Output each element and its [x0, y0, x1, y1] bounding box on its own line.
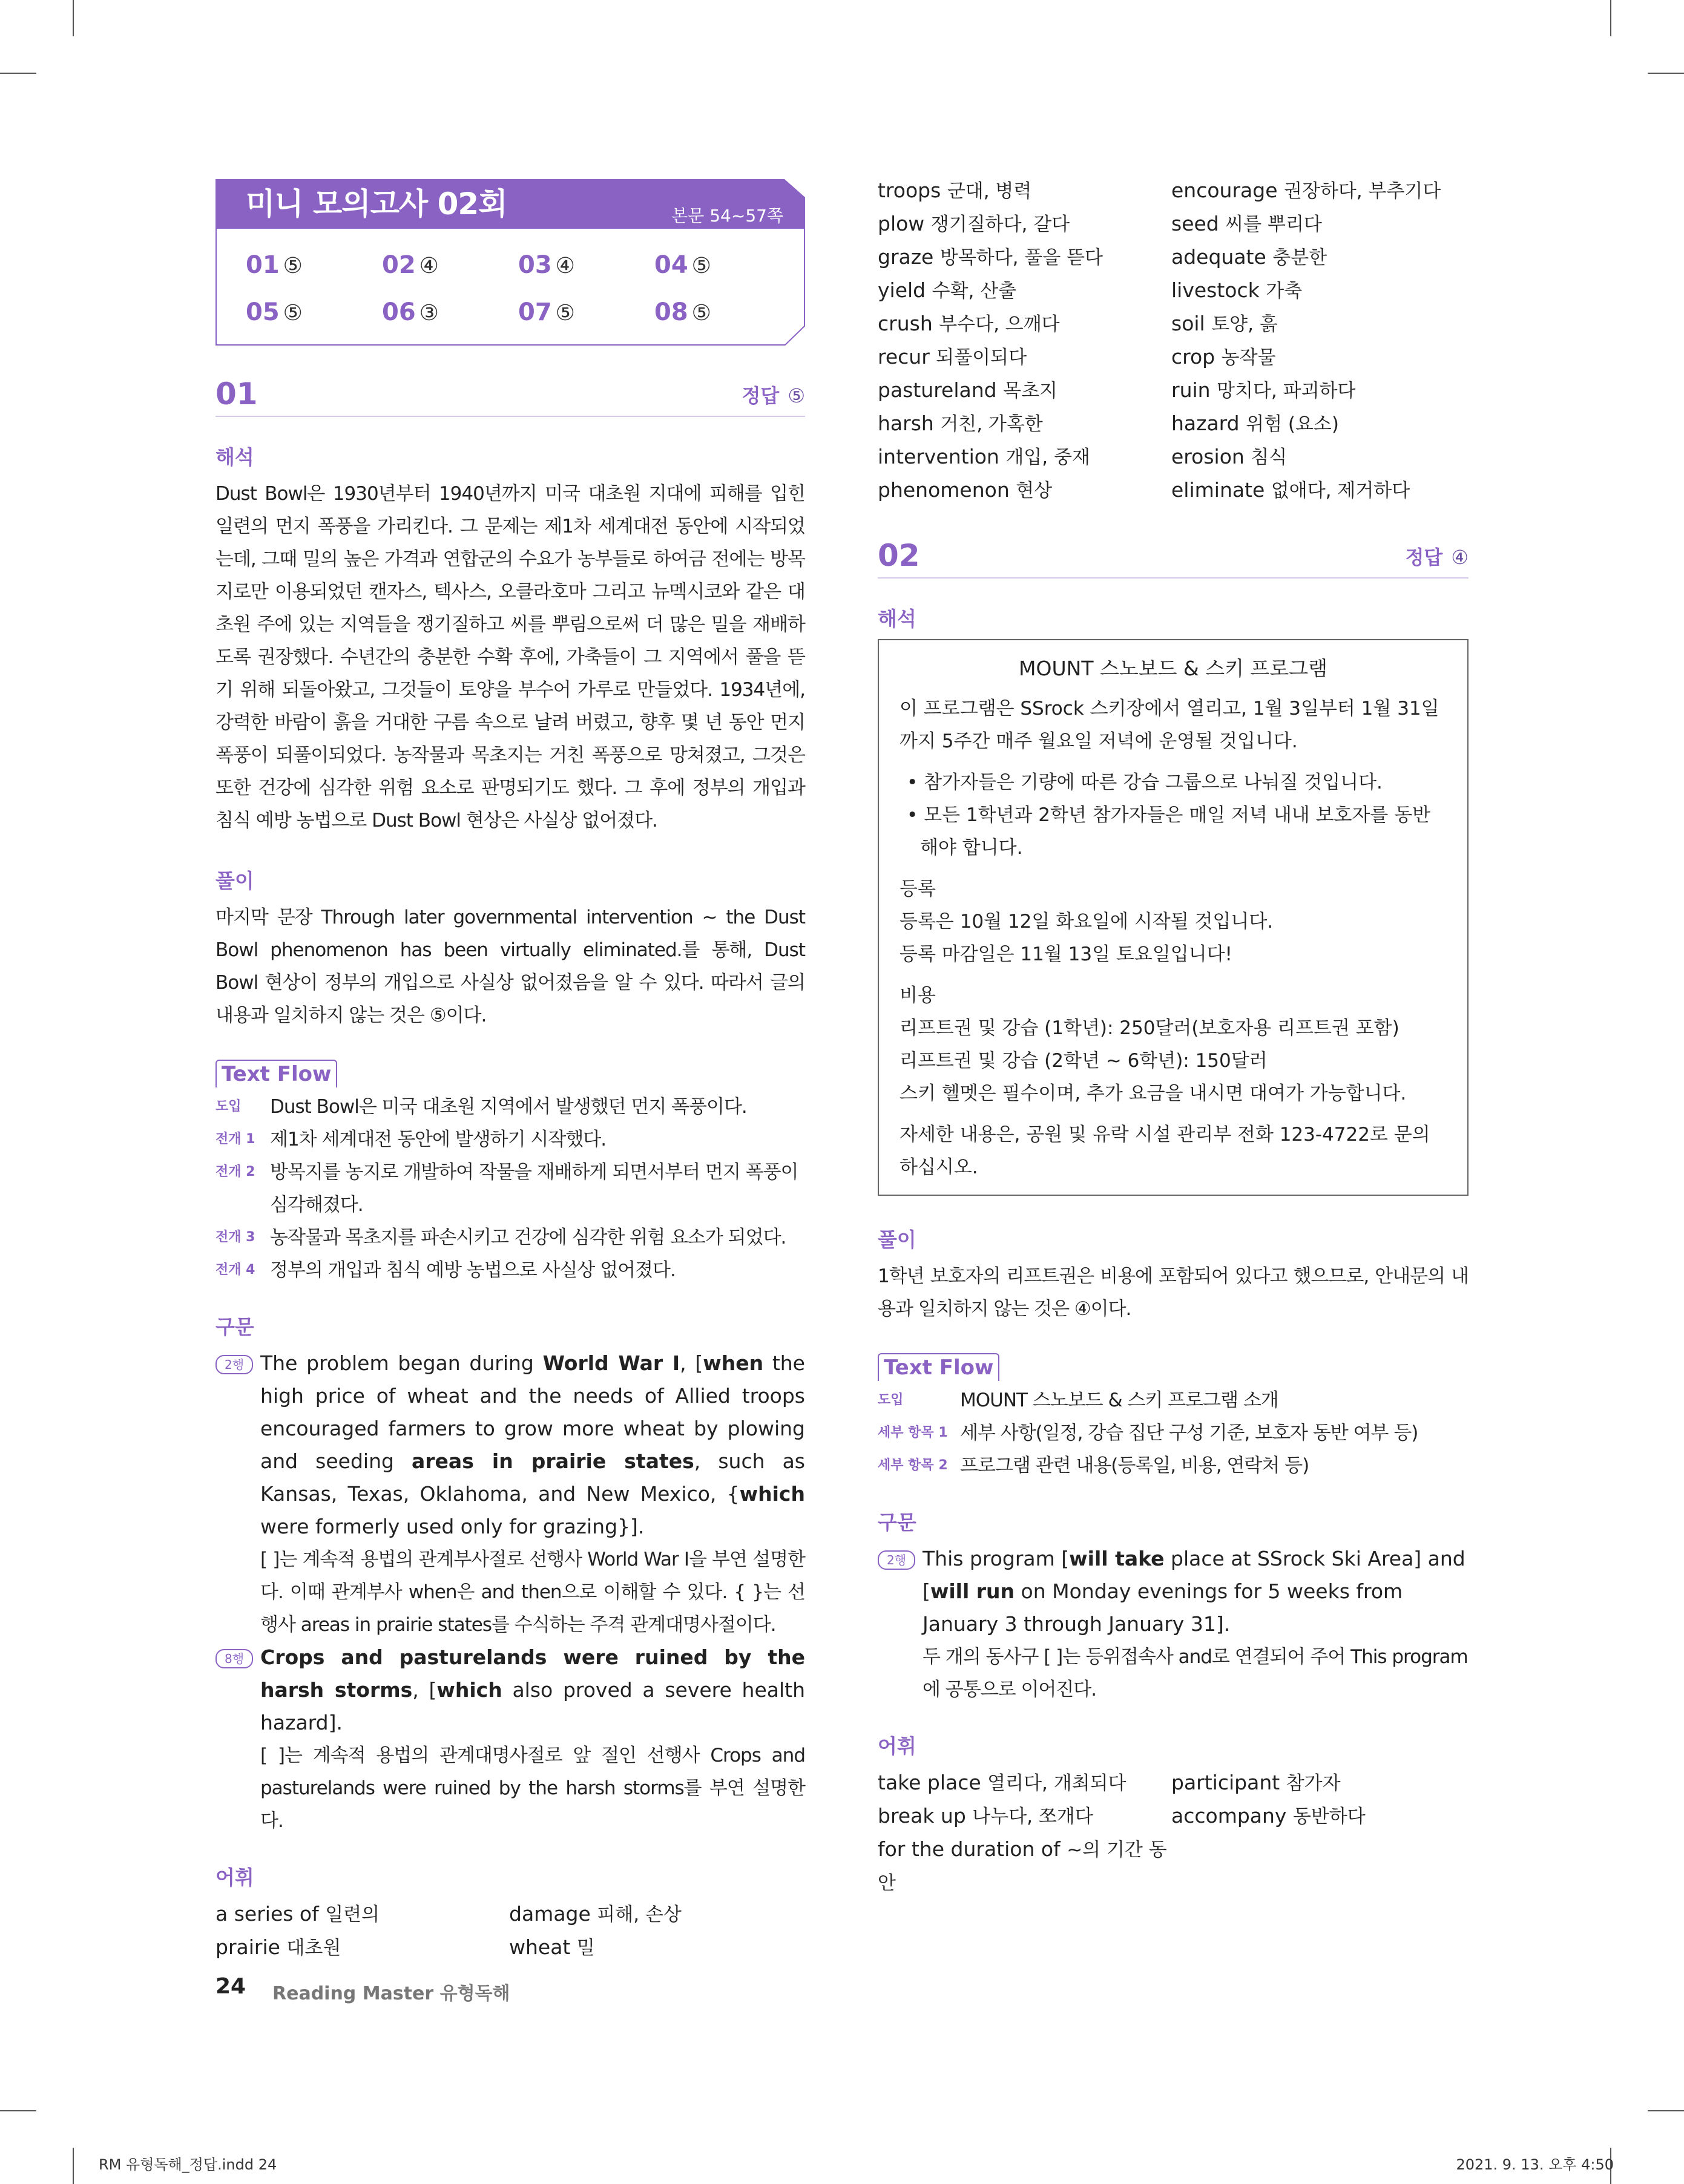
text-flow-item: 도입 Dust Bowl은 미국 대초원 지역에서 발생했던 먼지 폭풍이다. [215, 1096, 747, 1118]
vocab-item: seed 씨를 뿌리다 [1171, 212, 1322, 235]
answer-value: ④ [1451, 546, 1469, 569]
quiz-answer-grid [246, 249, 791, 330]
vocab-item: crush 부수다, 으깨다 [878, 312, 1060, 335]
translation-text: Dust Bowl은 1930년부터 1940년까지 미국 대초원 지대에 피해를 입힌 일련의 먼지 폭풍을 가리킨다. 그 문제는 제1차 세계대전 동안에 시작되었는데, 그때 밀의 높은 가격과 연합군의 수요가 농부들로 하여금 전에는 방목지로만 이용되었던 캔자스, 텍사스, 오클라호마 그리고 뉴멕시코와 같은 대초원 주에 있는 지역들을 쟁기질하고 씨를 뿌림으로써 더 많은 밀을 재배하도록 권장했다. 수년간의 충분한 수확 후에, 가축들이 그 지역에서 풀을 뜯기 위해 되돌아왔고, 그것들이 토양을 부수어 가루로 만들었다. 1934년에, 강력한 바람이 흙을 거대한 구름 속으로 날려 버렸고, 향후 몇 년 동안 먼지 폭풍이 되풀이되었다. 농작물과 목초지는 거친 폭풍으로 망쳐졌고, 그것은 또한 건강에 심각한 위험 요소로 판명되기도 했다. 그 후에 정부의 개입과 침식 예방 농법으로 Dust Bowl 현상은 사실상 없어졌다. [215, 483, 805, 831]
grammar-item [215, 1347, 805, 1641]
answer-label: 정답 ⑤ [742, 384, 805, 407]
page-number: 24 [215, 1974, 246, 1999]
notice-cost-line: 스키 헬멧은 필수이며, 추가 요금을 내시면 대여가 가능합니다. [900, 1083, 1407, 1104]
date-info: 2021. 9. 13. 오후 4:50 [1456, 2156, 1614, 2173]
vocab-heading: 어휘 [878, 1734, 916, 1758]
solution-text: 마지막 문장 Through later governmental intervention ~ the Dust Bowl phenomenon has been virtually eliminated.를 통해, Dust Bowl 현상이 정부의 개입으로 사실상 없어졌음을 알 수 있다. 따라서 글의 내용과 일치하지 않는 것은 ⑤이다. [215, 907, 805, 1026]
quiz-answer: 08 ⑤ [654, 298, 711, 326]
vocab-item: plow 쟁기질하다, 갈다 [878, 212, 1070, 235]
vocab-heading: 어휘 [215, 1866, 254, 1889]
grammar-sentence: Crops and pasturelands were ruined by the harsh storms, [which also proved a severe health hazard]. [260, 1645, 805, 1734]
grammar-heading: 구문 [215, 1315, 254, 1339]
text-flow-item: 전개 3 농작물과 목초지를 파손시키고 건강에 심각한 위험 요소가 되었다. [215, 1227, 786, 1248]
vocab-item: eliminate 없애다, 제거하다 [1171, 478, 1410, 502]
text-flow-item: 전개 2 방목지를 농지로 개발하여 작물을 재배하게 되면서부터 먼지 폭풍이 심각해졌다. [215, 1161, 798, 1216]
crop-mark [0, 73, 36, 74]
text-flow-item: 세부 항목 2 프로그램 관련 내용(등록일, 비용, 연락처 등) [878, 1455, 1309, 1477]
text-flow-list [215, 1090, 805, 1287]
grammar-item [215, 1641, 805, 1837]
crop-mark [73, 0, 74, 36]
vocab-item: prairie 대초원 [215, 1935, 341, 1959]
right-column [878, 174, 1469, 1900]
vocab-item: intervention 개입, 중재 [878, 445, 1090, 468]
grammar-heading: 구문 [878, 1510, 916, 1534]
notice-box [878, 639, 1469, 1196]
vocab-item: for the duration of ~의 기간 동안 [878, 1837, 1167, 1894]
crop-mark [1648, 2110, 1684, 2111]
solution-heading: 풀이 [215, 869, 254, 893]
notice-cost-line: 리프트권 및 강습 (1학년): 250달러(보호자용 리프트권 포함) [900, 1017, 1399, 1039]
text-flow-item: 전개 4 정부의 개입과 침식 예방 농법으로 사실상 없어졌다. [215, 1259, 676, 1281]
text-flow-list [878, 1384, 1469, 1482]
vocab-item: pastureland 목초지 [878, 378, 1057, 402]
line-tag: 2행 [878, 1550, 915, 1570]
notice-reg-title: 등록 [900, 878, 936, 900]
grammar-sentence: The problem began during World War I, [when the high price of wheat and the needs of Allied troops encouraged farmers to grow more wheat by plowing and seeding areas in prairie states, such as Kansas, Texas, Oklahoma, and New Mexico, {which were formerly used only for grazing}]. [260, 1351, 805, 1538]
vocab-item: livestock 가축 [1171, 278, 1303, 302]
vocab-item: erosion 침식 [1171, 445, 1288, 468]
quiz-answer: 04 ⑤ [654, 251, 711, 279]
vocab-item: hazard 위험 (요소) [1171, 412, 1339, 435]
notice-cost-title: 비용 [900, 985, 936, 1006]
text-flow-tag: Text Flow [215, 1060, 337, 1087]
solution-text: 1학년 보호자의 리프트권은 비용에 포함되어 있다고 했으므로, 안내문의 내용과 일치하지 않는 것은 ④이다. [878, 1265, 1469, 1320]
vocab-item: recur 되풀이되다 [878, 345, 1027, 369]
book-title: Reading Master 유형독해 [272, 1983, 510, 2004]
notice-title: MOUNT 스노보드 & 스키 프로그램 [1019, 657, 1327, 680]
vocab-item: wheat 밀 [509, 1935, 595, 1959]
quiz-answer: 03 ④ [518, 251, 575, 279]
vocab-item: troops 군대, 병력 [878, 179, 1032, 202]
vocab-item: participant 참가자 [1171, 1771, 1341, 1794]
quiz-answer: 07 ⑤ [518, 298, 575, 326]
answer-value: ⑤ [788, 384, 805, 407]
text-flow-tag: Text Flow [878, 1353, 999, 1381]
question-header-01 [215, 376, 805, 417]
notice-reg-line: 등록 마감일은 11월 13일 토요일입니다! [900, 943, 1232, 965]
question-header-02 [878, 537, 1469, 579]
answer-label: 정답 ④ [1405, 546, 1469, 569]
quiz-answer: 05 ⑤ [246, 298, 303, 326]
quiz-answer: 02 ④ [382, 251, 439, 279]
vocab-item: encourage 권장하다, 부추기다 [1171, 179, 1441, 202]
notice-contact: 자세한 내용은, 공원 및 유락 시설 관리부 전화 123-4722로 문의하십시오. [900, 1124, 1430, 1178]
vocab-item: soil 토양, 흙 [1171, 312, 1278, 335]
crop-mark [1648, 73, 1684, 74]
quiz-answer: 06 ③ [382, 298, 439, 326]
file-info: RM 유형독해_정답.indd 24 [99, 2156, 277, 2173]
notice-cost-line: 리프트권 및 강습 (2학년 ~ 6학년): 150달러 [900, 1050, 1268, 1072]
notice-reg-line: 등록은 10월 12일 화요일에 시작될 것입니다. [900, 911, 1274, 933]
vocab-item: phenomenon 현상 [878, 478, 1053, 502]
grammar-note: 두 개의 동사구 [ ]는 등위접속사 and로 연결되어 주어 This program에 공통으로 이어진다. [923, 1646, 1468, 1700]
vocab-item: adequate 충분한 [1171, 245, 1327, 269]
solution-heading: 풀이 [878, 1228, 916, 1251]
translation-heading: 해석 [215, 445, 254, 469]
vocab-item: break up 나누다, 쪼개다 [878, 1804, 1093, 1828]
grammar-item [878, 1543, 1469, 1706]
crop-mark [1610, 0, 1611, 36]
question-number: 01 [215, 376, 258, 412]
left-column [215, 179, 805, 1964]
vocab-item: damage 피해, 손상 [509, 1902, 682, 1926]
vocab-item: accompany 동반하다 [1171, 1804, 1366, 1828]
quiz-pages: 본문 54~57쪽 [671, 206, 783, 226]
crop-mark [73, 2148, 74, 2184]
vocab-list [878, 1766, 1469, 1900]
vocab-item: yield 수확, 산출 [878, 278, 1017, 302]
text-flow-item: 세부 항목 1 세부 사항(일정, 강습 집단 구성 기준, 보호자 동반 여부 등) [878, 1422, 1418, 1444]
vocab-list-continued [878, 174, 1469, 507]
vocab-item: take place 열리다, 개최되다 [878, 1771, 1127, 1794]
quiz-answer: 01 ⑤ [246, 251, 303, 279]
text-flow-item: 전개 1 제1차 세계대전 동안에 발생하기 시작했다. [215, 1129, 607, 1150]
quiz-title: 미니 모의고사 02회 [246, 186, 507, 221]
quiz-answer-box [215, 179, 805, 346]
vocab-item: graze 방목하다, 풀을 뜯다 [878, 245, 1103, 269]
text-flow-item: 도입 MOUNT 스노보드 & 스키 프로그램 소개 [878, 1389, 1278, 1411]
grammar-note: [ ]는 계속적 용법의 관계대명사절로 앞 절인 선행사 Crops and pasturelands were ruined by the harsh storms를 부연 설명한다. [260, 1745, 805, 1832]
grammar-sentence: This program [will take place at SSrock Ski Area] and [will run on Monday evenings for 5 weeks from January 3 through January 31]. [923, 1547, 1465, 1636]
vocab-list [215, 1898, 805, 1964]
grammar-note: [ ]는 계속적 용법의 관계부사절로 선행사 World War I을 부연 설명한다. 이때 관계부사 when은 and then으로 이해할 수 있다. { }는 선행사 areas in prairie states를 수식하는 주격 관계대명사절이다. [260, 1549, 805, 1636]
notice-intro: 이 프로그램은 SSrock 스키장에서 열리고, 1월 3일부터 1월 31일까지 5주간 매주 월요일 저녁에 운영될 것입니다. [900, 698, 1439, 752]
translation-heading: 해석 [878, 607, 916, 631]
notice-bullet: • 참가자들은 기량에 따른 강습 그룹으로 나눠질 것입니다. [907, 772, 1383, 793]
notice-bullet: • 모든 1학년과 2학년 참가자들은 매일 저녁 내내 보호자를 동반해야 합니다. [907, 804, 1431, 859]
vocab-item: a series of 일련의 [215, 1902, 380, 1926]
vocab-item: harsh 거친, 가혹한 [878, 412, 1043, 435]
vocab-item: ruin 망치다, 파괴하다 [1171, 378, 1356, 402]
question-number: 02 [878, 538, 920, 573]
vocab-item: crop 농작물 [1171, 345, 1276, 369]
line-tag: 8행 [215, 1649, 253, 1668]
crop-mark [0, 2110, 36, 2111]
line-tag: 2행 [215, 1355, 253, 1374]
